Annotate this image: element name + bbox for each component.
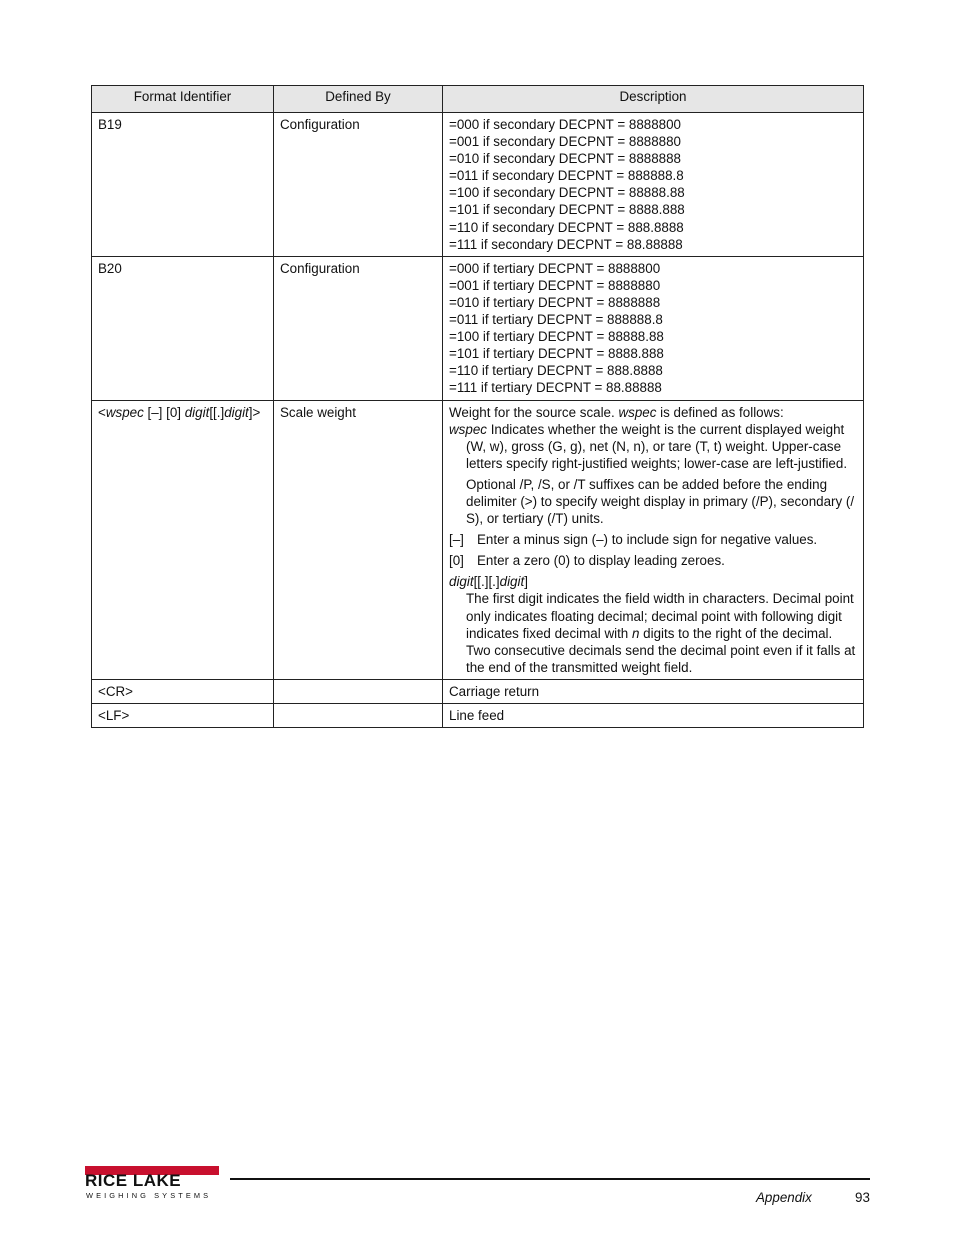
decpnt-line: =011 if secondary DECPNT = 888888.8 [449, 168, 684, 184]
cell-defined-by: Scale weight [274, 400, 443, 679]
table-row-cr [92, 679, 864, 703]
decpnt-line: =111 if tertiary DECPNT = 88.88888 [449, 380, 662, 396]
digit-description [449, 590, 857, 675]
intro-text: Weight for the source scale. [449, 404, 619, 420]
intro-text: is defined as follows: [656, 404, 784, 420]
wspec-def: Indicates whether the weight is the current displayed weight [486, 421, 845, 437]
decpnt-line: =101 if secondary DECPNT = 8888.888 [449, 202, 685, 218]
id-text: [–] [0] [143, 404, 185, 420]
wspec-definition [449, 421, 857, 438]
decpnt-line: =111 if secondary DECPNT = 88.88888 [449, 236, 683, 252]
digit-term [449, 573, 857, 590]
logo-brand-text: RICE LAKE [85, 1171, 182, 1190]
decpnt-line: =010 if secondary DECPNT = 8888888 [449, 151, 682, 167]
decpnt-line: =000 if tertiary DECPNT = 8888800 [449, 260, 661, 276]
digit-desc-text: digits to the right of the decimal. Two consecutive decimals send the decimal point even if it falls at the end of the transmitted weight field. [466, 625, 856, 675]
digit-term-part: digit [499, 574, 525, 590]
cell-id: B19 [92, 113, 274, 257]
zero-text: Enter a zero (0) to display leading zeroes. [477, 553, 725, 569]
digit-term-part: ] [524, 574, 528, 590]
footer-page-number: 93 [855, 1190, 870, 1205]
wspec-intro [449, 404, 857, 421]
cell-id: B20 [92, 256, 274, 400]
suffix-note: Optional /P, /S, or /T suffixes can be added before the ending delimiter (>) to specify weight display in primary (/P), secondary (/ S), or tertiary (/T) units. [466, 476, 855, 527]
footer-rule [230, 1178, 870, 1180]
table-row-b20 [92, 256, 864, 400]
header-defined-by: Defined By [274, 86, 443, 113]
header-format-identifier: Format Identifier [92, 86, 274, 113]
cell-defined-by [274, 679, 443, 703]
digit-term-part: digit [449, 574, 474, 590]
minus-tag: [–] [449, 532, 464, 548]
cell-id [92, 400, 274, 679]
decpnt-line: =000 if secondary DECPNT = 8888800 [449, 117, 682, 132]
cell-defined-by [274, 704, 443, 728]
header-description: Description [443, 86, 864, 113]
decpnt-line: =010 if tertiary DECPNT = 8888888 [449, 294, 661, 310]
id-text: ]> [248, 404, 261, 420]
cell-description [443, 400, 864, 679]
decpnt-line: =001 if tertiary DECPNT = 8888880 [449, 277, 661, 293]
cell-description: Carriage return [443, 679, 864, 703]
cell-id: <LF> [92, 704, 274, 728]
cell-defined-by: Configuration [274, 113, 443, 257]
intro-term: wspec [618, 404, 657, 420]
digit-desc-text: The first digit indicates the field width in characters. Decimal point only indicates floating decimal; decimal point with following digit indicates fixed decimal with [466, 591, 854, 641]
table-row-lf [92, 704, 864, 728]
minus-option [449, 531, 857, 548]
footer-section-label: Appendix [756, 1190, 812, 1205]
rice-lake-logo [85, 1166, 222, 1200]
minus-text: Enter a minus sign (–) to include sign for negative values. [477, 532, 818, 548]
id-text: digit [224, 404, 249, 420]
cell-id: <CR> [92, 679, 274, 703]
zero-tag: [0] [449, 553, 464, 569]
wspec-continuation: (W, w), gross (G, g), net (N, n), or tare (T, t) weight. Upper-case letters specify right-justified weights; lower-case are left-justified. [466, 438, 848, 471]
digit-desc-n: n [631, 625, 640, 641]
decpnt-line: =101 if tertiary DECPNT = 8888.888 [449, 346, 664, 362]
digit-term-part: [[.][.] [473, 574, 500, 590]
decpnt-line: =110 if tertiary DECPNT = 888.8888 [449, 363, 663, 379]
table-row-b19 [92, 113, 864, 257]
zero-option [449, 552, 857, 569]
cell-description [443, 113, 864, 257]
format-table [91, 85, 864, 728]
decpnt-line: =100 if tertiary DECPNT = 88888.88 [449, 329, 664, 345]
table-row-wspec [92, 400, 864, 679]
cell-description: Line feed [443, 704, 864, 728]
decpnt-line: =110 if secondary DECPNT = 888.8888 [449, 219, 684, 235]
decpnt-line: =011 if tertiary DECPNT = 888888.8 [449, 312, 663, 328]
logo-subtext: WEIGHING SYSTEMS [86, 1191, 212, 1200]
id-text: wspec [105, 404, 144, 420]
decpnt-line: =100 if secondary DECPNT = 88888.88 [449, 185, 685, 201]
id-text: digit [184, 404, 210, 420]
cell-description [443, 256, 864, 400]
decpnt-line: =001 if secondary DECPNT = 8888880 [449, 134, 682, 150]
id-text: [[.] [209, 404, 225, 420]
cell-defined-by: Configuration [274, 256, 443, 400]
table-header-row [92, 86, 864, 113]
id-text: < [98, 404, 106, 420]
wspec-term: wspec [449, 421, 487, 437]
